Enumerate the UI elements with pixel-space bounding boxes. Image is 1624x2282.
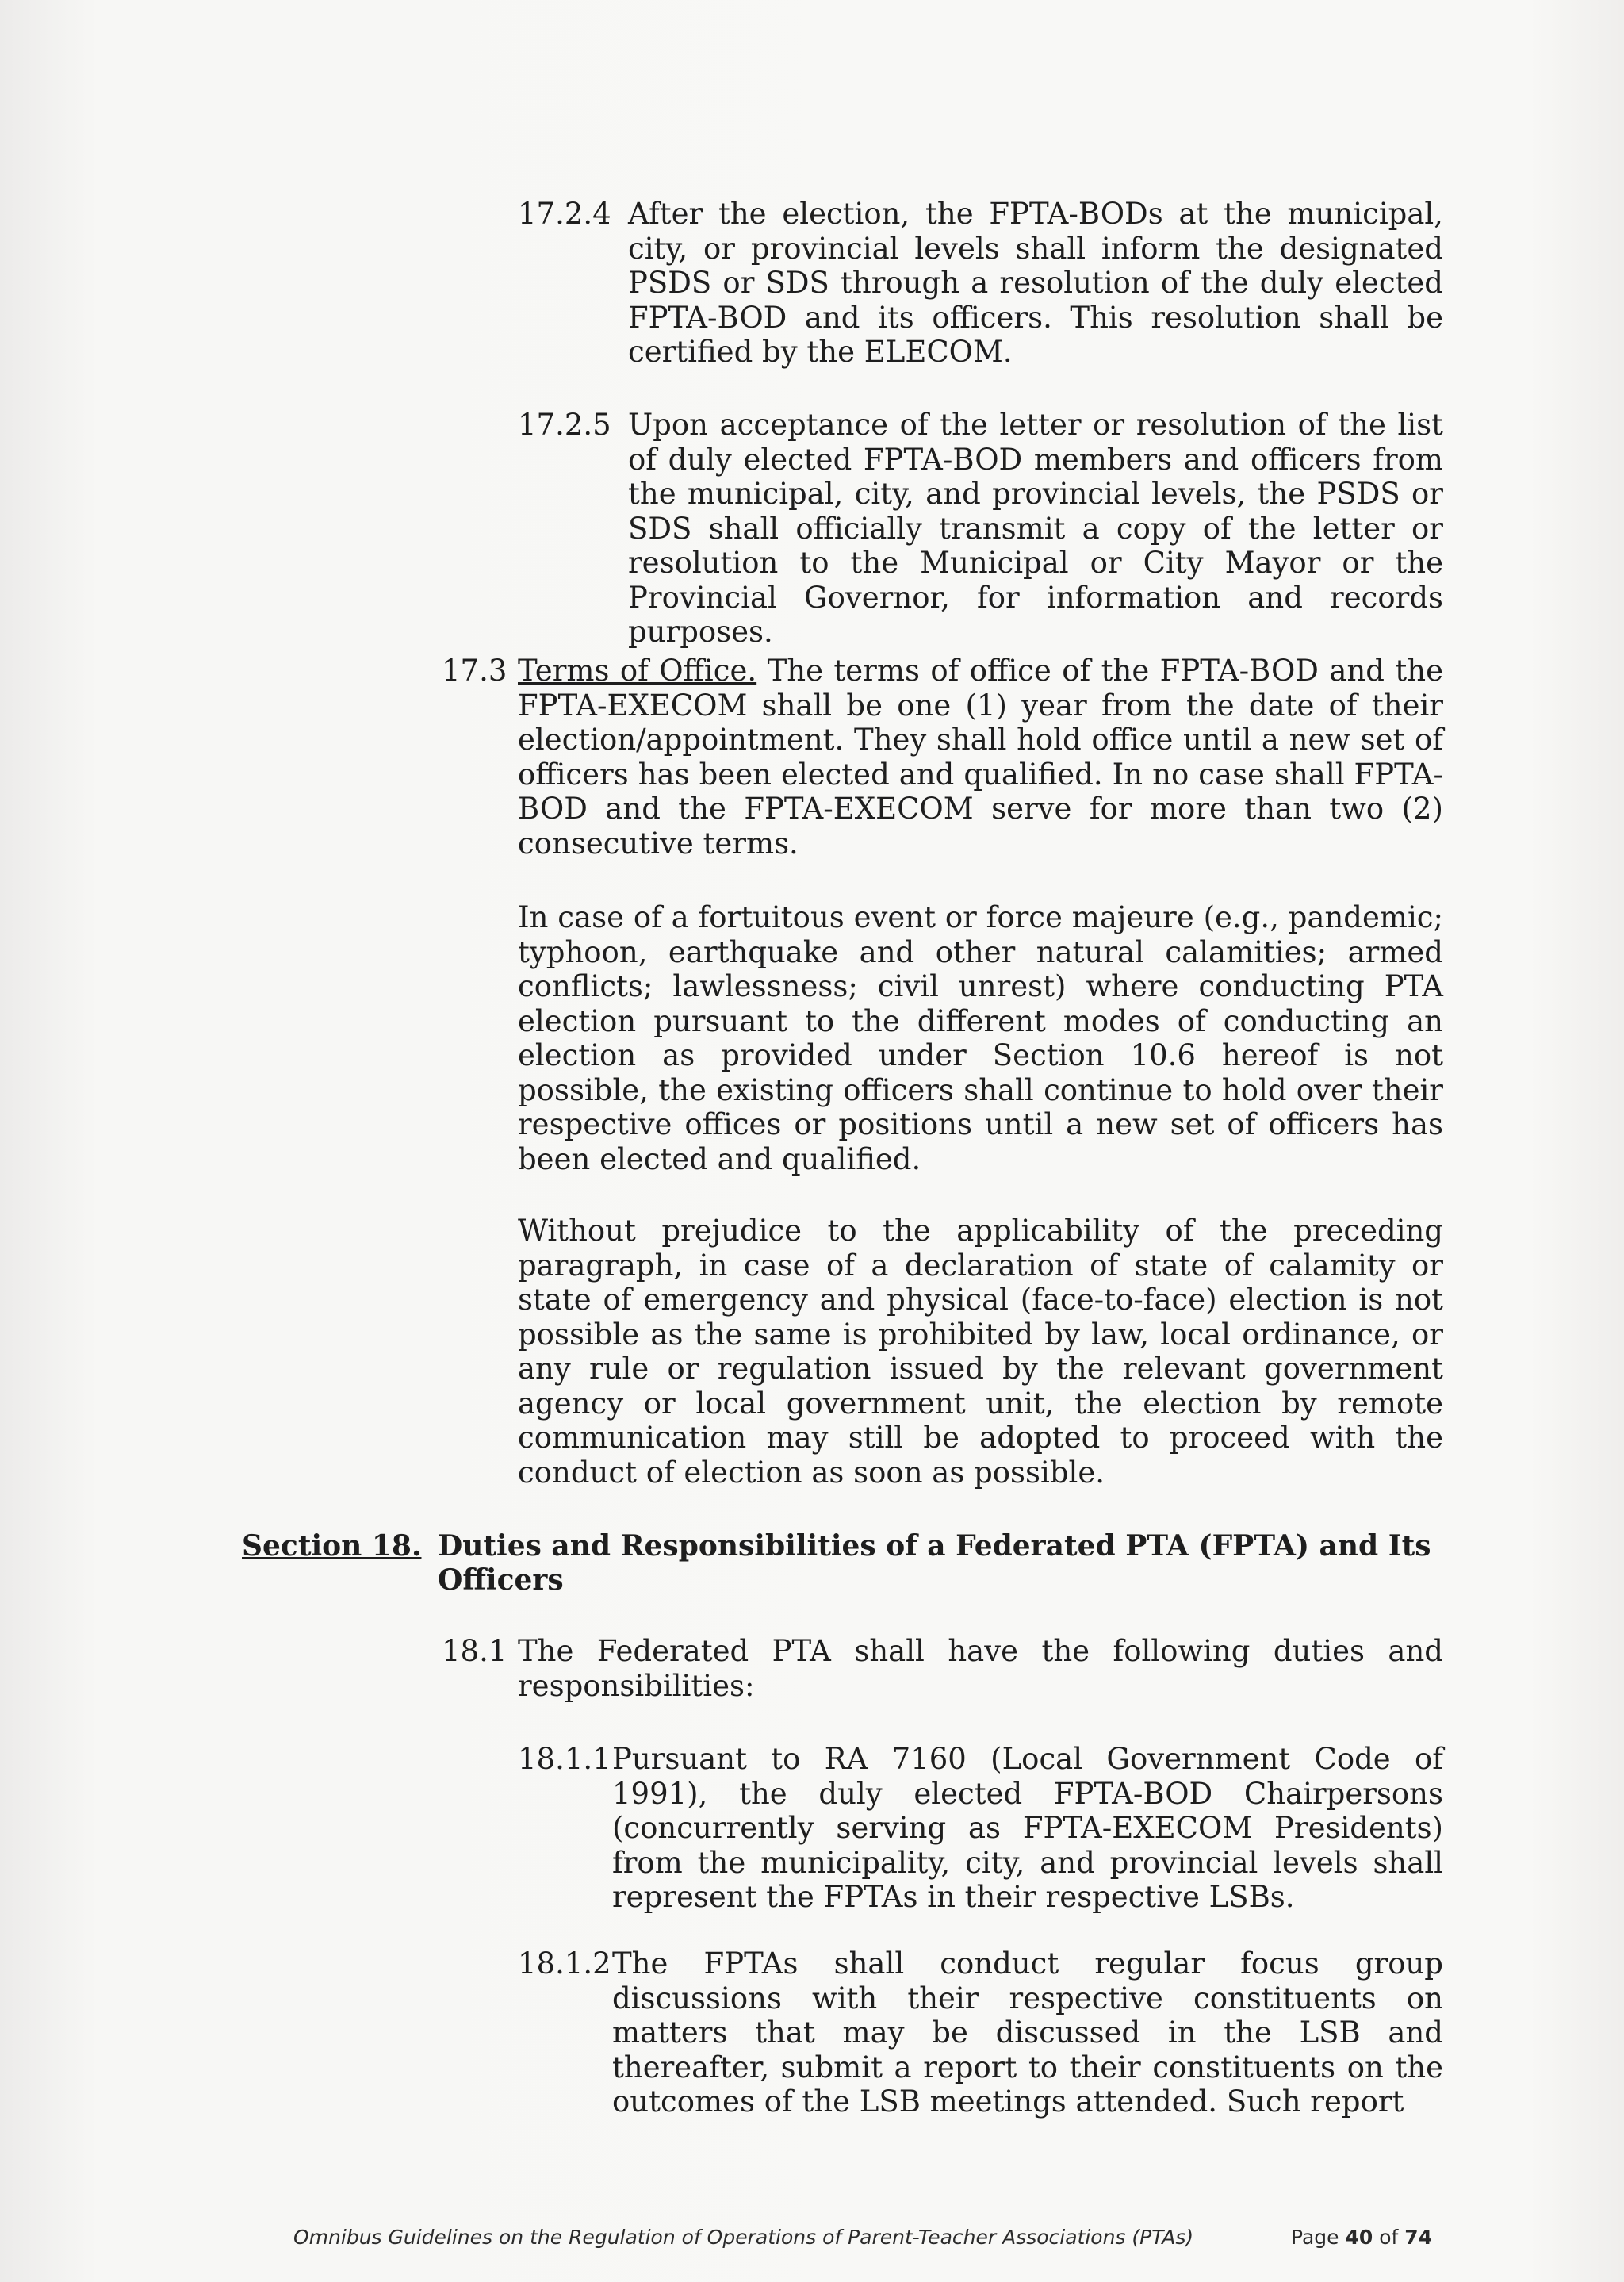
- footer-document-title: Omnibus Guidelines on the Regulation of Operations of Parent-Teacher Associations (PTAs): [293, 2226, 1194, 2249]
- page-total: 74: [1404, 2226, 1433, 2249]
- page-current: 40: [1345, 2226, 1373, 2249]
- terms-of-office-heading: Terms of Office.: [518, 654, 757, 688]
- item-text-18-1: The Federated PTA shall have the following duties and responsibilities:: [518, 1634, 1443, 1703]
- footer-page-number: [1291, 2226, 1432, 2249]
- item-text-18-1-2: The FPTAs shall conduct regular focus group discussions with their respective constituents on matters that may be discussed in the LSB and thereafter, submit a report to their constituents on the outcomes of the LSB meetings attended. Such report: [612, 1946, 1443, 2119]
- page-of: of: [1379, 2226, 1399, 2249]
- section-18-label: Section 18.: [242, 1529, 422, 1563]
- paragraph-remote-election: Without prejudice to the applicability of the preceding paragraph, in case of a declaration of state of calamity or state of emergency and physical (face-to-face) election is not possible as the same is prohibited by law, local ordinance, or any rule or regulation issued by the relevant government agency or local government unit, the election by remote communication may still be adopted to proceed with the conduct of election as soon as possible.: [518, 1214, 1443, 1490]
- item-number-18-1-2: 18.1.2: [518, 1946, 611, 1981]
- item-text-17-3: [518, 654, 1443, 861]
- item-text-18-1-1: Pursuant to RA 7160 (Local Government Code of 1991), the duly elected FPTA-BOD Chairpersons (concurrently serving as FPTA-EXECOM Presidents) from the municipality, city, and provincial levels shall represent the FPTAs in their respective LSBs.: [612, 1742, 1443, 1914]
- item-number-18-1-1: 18.1.1: [518, 1742, 611, 1776]
- item-number-18-1: 18.1: [442, 1634, 508, 1668]
- paragraph-force-majeure: In case of a fortuitous event or force majeure (e.g., pandemic; typhoon, earthquake and other natural calamities; armed conflicts; lawlessness; civil unrest) where conducting PTA election pursuant to the different modes of conducting an election as provided under Section 10.6 hereof is not possible, the existing officers shall continue to hold over their respective offices or positions until a new set of officers has been elected and qualified.: [518, 900, 1443, 1176]
- page-prefix: Page: [1291, 2226, 1339, 2249]
- item-text-17-2-4: After the election, the FPTA-BODs at the municipal, city, or provincial levels shall inform the designated PSDS or SDS through a resolution of the duly elected FPTA-BOD and its officers. This resolution shall be certified by the ELECOM.: [628, 197, 1443, 369]
- section-18-title: Duties and Responsibilities of a Federated PTA (FPTA) and Its Officers: [438, 1529, 1431, 1597]
- item-number-17-2-5: 17.2.5: [518, 408, 611, 442]
- item-text-17-2-5: Upon acceptance of the letter or resolution of the list of duly elected FPTA-BOD members and officers from the municipal, city, and provincial levels, the PSDS or SDS shall officially transmit a copy of the letter or resolution to the Municipal or City Mayor or the Provincial Governor, for information and records purposes.: [628, 408, 1443, 649]
- item-number-17-3: 17.3: [442, 654, 508, 688]
- terms-of-office-body: The terms of office of the FPTA-BOD and the FPTA-EXECOM shall be one (1) year from the date of their election/appointment. They shall hold office until a new set of officers has been elected and qualified. In no case shall FPTA-BOD and the FPTA-EXECOM serve for more than two (2) consecutive terms.: [518, 654, 1443, 861]
- item-number-17-2-4: 17.2.4: [518, 197, 611, 231]
